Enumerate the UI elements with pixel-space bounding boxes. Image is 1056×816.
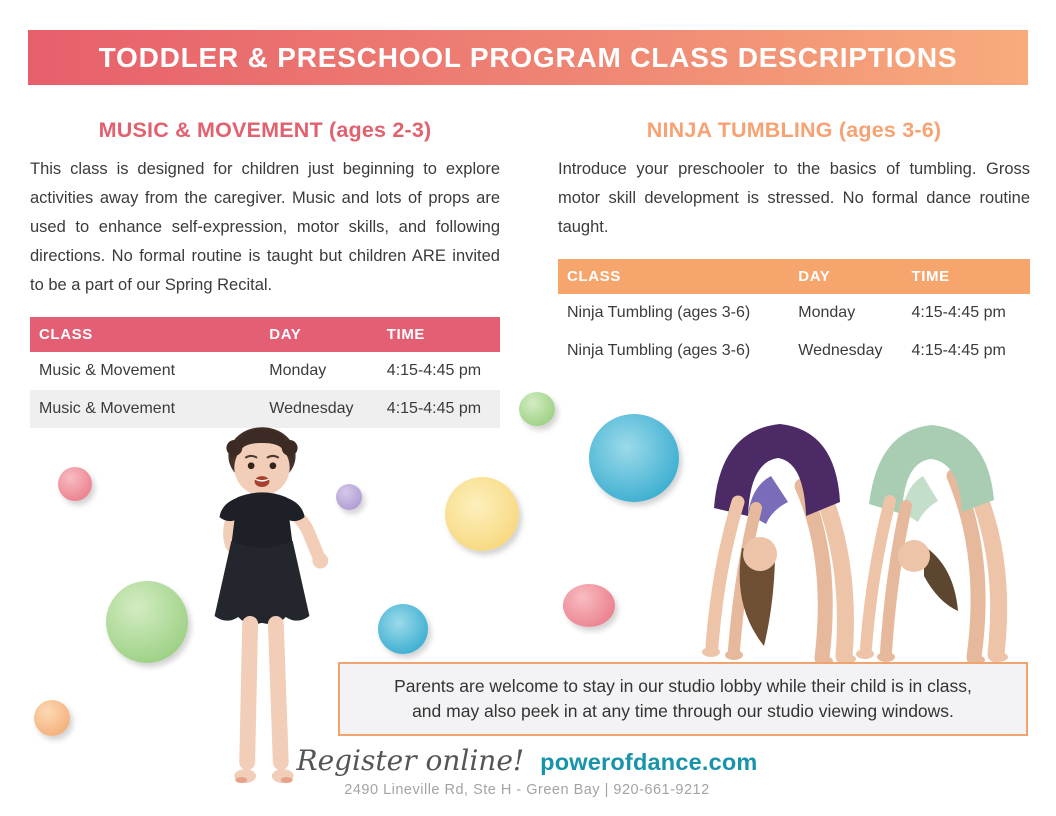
music-movement-section — [30, 118, 500, 428]
column-header-time: TIME — [903, 259, 1030, 294]
decor-ball-orange — [34, 700, 70, 736]
table-row — [558, 332, 1030, 370]
table-row — [558, 294, 1030, 332]
register-online-label: Register online! — [296, 744, 525, 777]
decor-ball-pink-mid — [563, 584, 615, 627]
cell-class: Ninja Tumbling (ages 3-6) — [567, 304, 751, 321]
cell-time: 4:15-4:45 pm — [911, 342, 1006, 359]
cell-time: 4:15-4:45 pm — [386, 362, 482, 379]
decor-ball-green-large — [106, 581, 188, 663]
cell-class: Music & Movement — [39, 400, 176, 417]
cell-day: Monday — [798, 304, 856, 321]
decor-ball-green-small — [519, 392, 555, 426]
cell-class: Ninja Tumbling (ages 3-6) — [567, 342, 751, 359]
decor-ball-pink — [58, 467, 92, 501]
table-header-row — [558, 259, 1030, 294]
website-link[interactable]: powerofdance.com — [540, 749, 758, 775]
ninja-tumbling-section — [558, 118, 1030, 370]
parents-notice-box — [338, 662, 1028, 736]
music-movement-description: This class is designed for children just beginning to explore activities away from the caregiver. Music and lots of props are used to enhance self-expression, motor skills, and following directions. No formal routine is taught but children ARE invited to be a part of our Spring Recital. — [30, 160, 500, 294]
register-row — [280, 744, 774, 777]
cell-time: 4:15-4:45 pm — [386, 400, 482, 417]
cell-class: Music & Movement — [39, 362, 176, 379]
footer — [280, 744, 774, 798]
tumbling-girls-image — [676, 406, 1030, 668]
decor-ball-blue-small — [378, 604, 428, 654]
notice-line-1: Parents are welcome to stay in our studio lobby while their child is in class, — [394, 676, 972, 696]
table-header-row — [30, 317, 500, 352]
table-row — [30, 352, 500, 390]
ninja-tumbling-description: Introduce your preschooler to the basics of tumbling. Gross motor skill development is stressed. No formal dance routine taught. — [558, 160, 1030, 236]
column-header-time: TIME — [378, 317, 500, 352]
cell-day: Wednesday — [269, 400, 354, 417]
cell-time: 4:15-4:45 pm — [911, 304, 1006, 321]
ninja-tumbling-schedule-table — [558, 259, 1030, 370]
cell-day: Monday — [269, 362, 327, 379]
page-title: TODDLER & PRESCHOOL PROGRAM CLASS DESCRIPTIONS — [98, 41, 958, 73]
decor-ball-blue-large — [589, 414, 679, 502]
studio-address: 2490 Lineville Rd, Ste H - Green Bay | 920-661-9212 — [344, 782, 710, 798]
page-title-banner — [28, 30, 1028, 85]
column-header-day: DAY — [789, 259, 902, 294]
music-movement-heading: MUSIC & MOVEMENT (ages 2-3) — [98, 118, 432, 142]
cell-day: Wednesday — [798, 342, 883, 359]
column-header-day: DAY — [260, 317, 378, 352]
ninja-tumbling-heading: NINJA TUMBLING (ages 3-6) — [646, 118, 942, 142]
notice-line-2: and may also peek in at any time through our studio viewing windows. — [412, 701, 954, 721]
column-header-class: CLASS — [558, 259, 789, 294]
decor-ball-yellow — [445, 477, 519, 551]
column-header-class: CLASS — [30, 317, 260, 352]
music-movement-schedule-table — [30, 317, 500, 428]
